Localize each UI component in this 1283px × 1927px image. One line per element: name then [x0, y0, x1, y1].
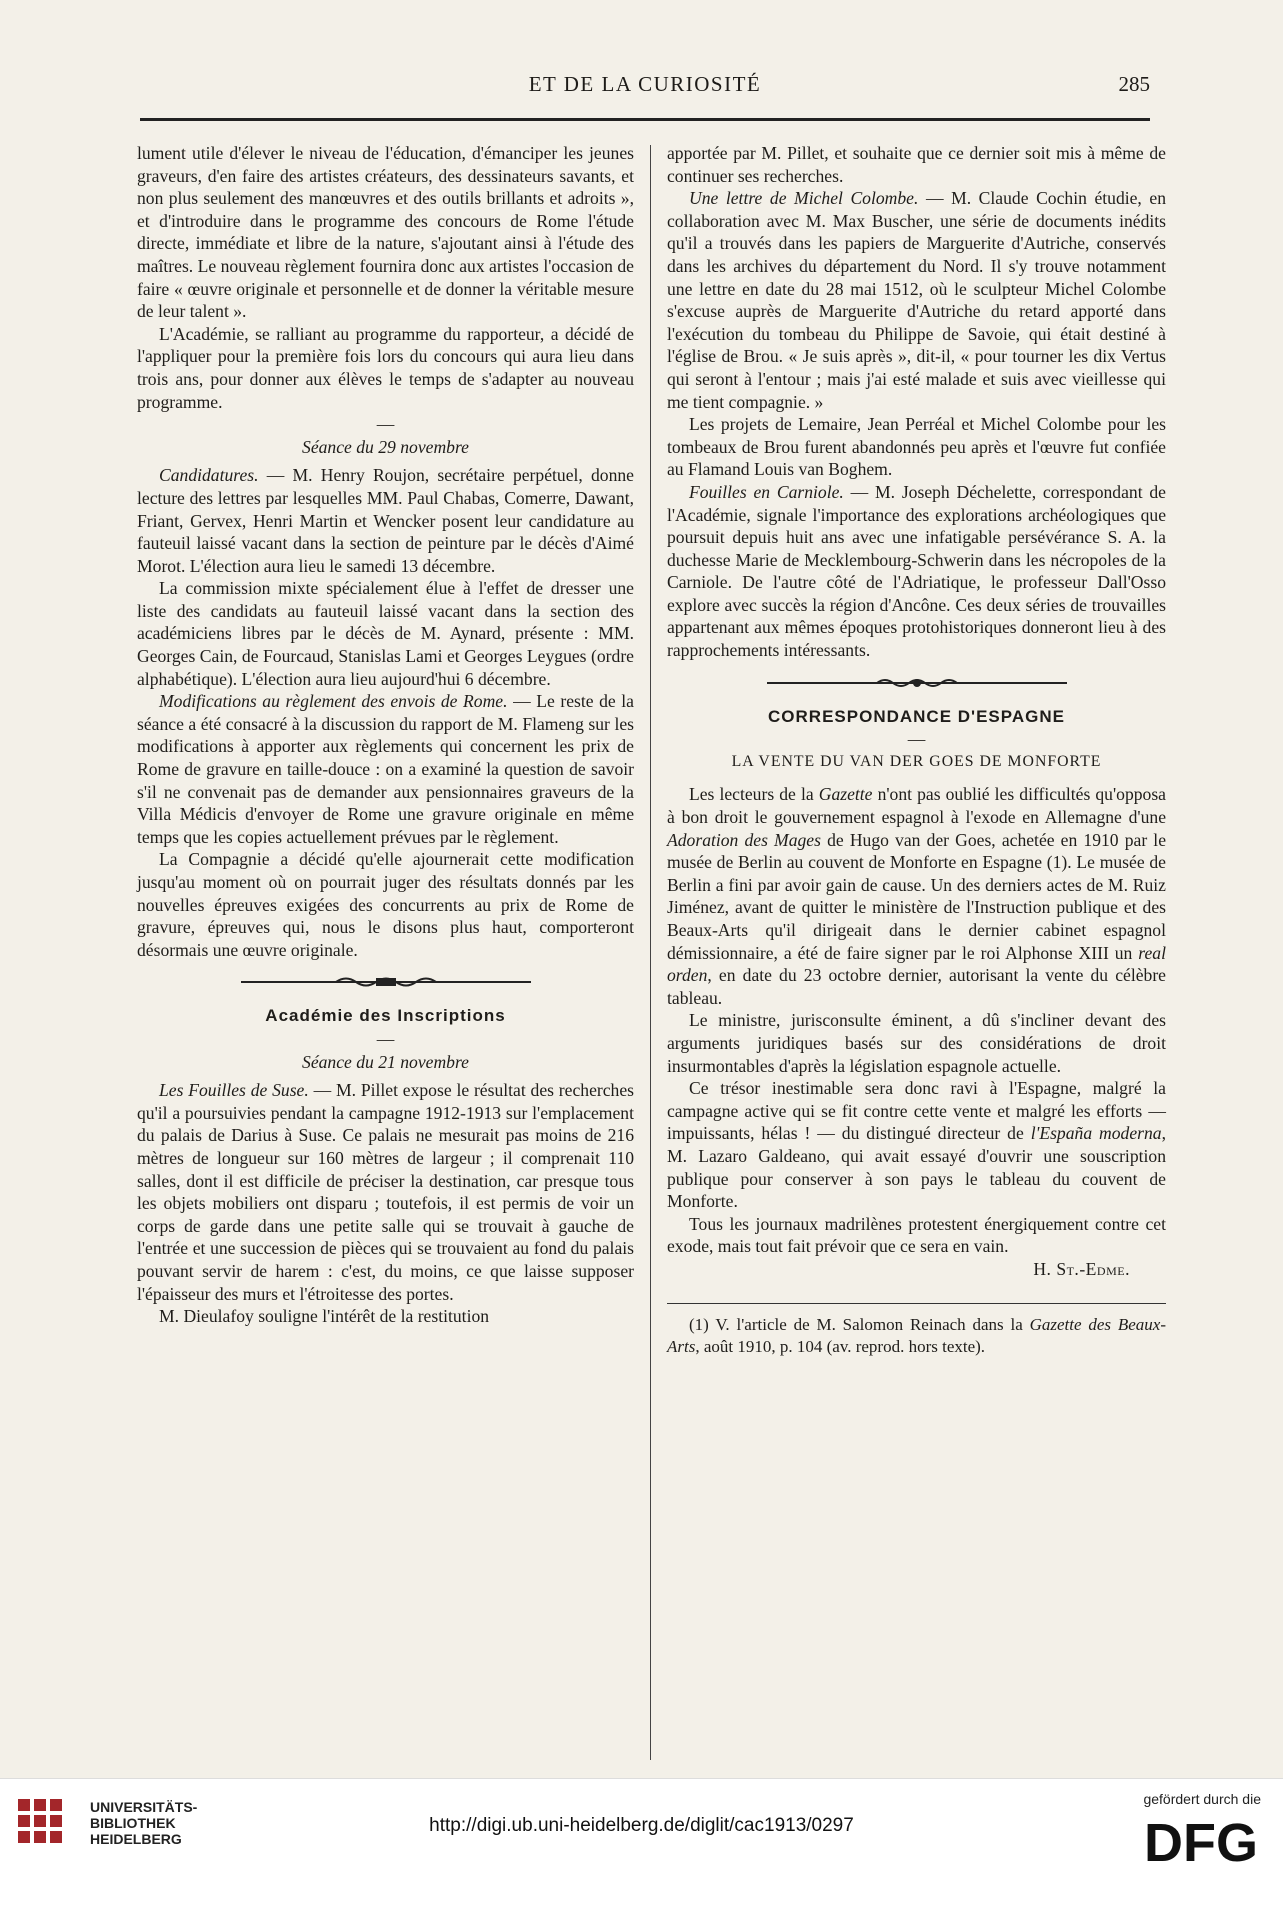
running-head-title: ET DE LA CURIOSITÉ	[528, 72, 762, 96]
library-name-line: HEIDELBERG	[90, 1831, 182, 1847]
paragraph: lument utile d'élever le niveau de l'éducation, d'émanciper les jeunes graveurs, d'en faire des artistes créateurs, des dessinateurs savants, et non plus seulement des manœuvres et des outils brillants et adroits », et d'introduire dans le programme des concours de Rome l'étude directe, immédiate et libre de la nature, s'ajoutant ainsi à l'étude des maîtres. Le nouveau règlement fournira donc aux artistes l'occasion de faire « œuvre originale et personnelle et de donner la véritable mesure de leur talent ».	[137, 143, 634, 322]
paragraph: L'Académie, se ralliant au programme du rapporteur, a décidé de l'appliquer pour la première fois lors du concours qui aura lieu dans trois ans, pour donner aux élèves le temps de s'adapter au nouveau programme.	[137, 323, 634, 412]
paragraph-text: — M. Joseph Déchelette, correspondant de l'Académie, signale l'importance des explorations archéologiques que poursuit depuis huit ans avec une infatigable persévérance S. A. la duchesse Marie de Mecklembourg-Schwerin dans les nécropoles de la Carniole. De l'autre côté de l'Adriatique, le professeur Dall'Osso explore avec succès la région d'Ancône. Ces deux séries de trouvailles appartenant aux mêmes époques protohistoriques donneront lieu à des rapprochements intéressants.	[667, 481, 1166, 661]
paragraph-text: n'ont pas oublié les difficultés qu'opposa à bon droit le gouvernement espagnol à l'exode en Allemagne d'une	[667, 784, 1166, 828]
section-title: CORRESPONDANCE D'ESPAGNE	[768, 706, 1065, 726]
signature: H. St.-Edme.	[1033, 1258, 1130, 1279]
paragraph: M. Dieulafoy souligne l'intérêt de la restitution	[159, 1306, 490, 1327]
paragraph	[667, 1077, 1166, 1213]
paragraph: apportée par M. Pillet, et souhaite que ce dernier soit mis à même de continuer ses recherches.	[667, 143, 1166, 186]
paragraph: La Compagnie a décidé qu'elle ajournerait cette modification jusqu'au moment où on pourrait juger des résultats donnés par les nouvelles épreuves exigées des concurrents au prix de Rome de gravure, épreuves qui, nous le disons plus haut, comporteront désormais une œuvre originale.	[137, 849, 634, 960]
paragraph-text: — Le reste de la séance a été consacré à la discussion du rapport de M. Flameng sur les modifications à apporter aux règlements qui concernent les prix de Rome de gravure en taille-douce : on a examiné la question de savoir s'il ne convenait pas de demander aux pensionnaires graveurs de la Villa Médicis d'envoyer de Rome une gravure originale en même temps que les copies actuellement prévues par le règlement.	[137, 691, 634, 847]
session-heading: Séance du 21 novembre	[302, 1051, 469, 1072]
dfg-logo-text: DFG	[1144, 1813, 1258, 1873]
paragraph-text: , M. Lazaro Galdeano, qui avait essayé d'ouvrir une souscription publique pour conserver à son pays le tableau du couvent de Monforte.	[667, 1123, 1166, 1212]
separator-dash: —	[907, 729, 926, 750]
italic-title: Gazette des Beaux-Arts	[667, 1314, 1166, 1357]
paragraph	[137, 464, 634, 577]
run-in-heading: Modifications au règlement des envois de Rome.	[159, 691, 508, 712]
library-name-line: BIBLIOTHEK	[90, 1815, 176, 1831]
italic-title: Gazette	[818, 784, 873, 805]
page-number: 285	[1118, 72, 1150, 96]
italic-title: Adoration des Mages	[667, 829, 821, 850]
footnote-rule	[667, 1303, 1166, 1304]
paragraph-text: — M. Pillet expose le résultat des recherches qu'il a poursuivies pendant la campagne 1912-1913 sur l'emplacement du palais de Darius à Suse. Ce palais ne mesurait pas moins de 216 mètres de longueur sur 160 mètres de largeur ; il comprenait 110 salles, dont il est difficile de préciser la destination, car presque tous les objets mobiliers ont disparu ; toutefois, il est permis de voir un corps de garde dans une petite salle qui se trouvait à gauche de l'entrée et une succession de pièces qui se trouvaient au fond du palais pouvant servir de harem : c'est, du moins, ce que laisse supposer l'épaisseur des murs et l'étroitesse des portes.	[137, 1080, 634, 1304]
ornament-rule	[241, 975, 531, 989]
funding-caption: gefördert durch die	[1143, 1791, 1261, 1807]
run-in-heading: Une lettre de Michel Colombe.	[689, 188, 919, 209]
header-rule	[140, 118, 1150, 121]
paragraph: Le ministre, jurisconsulte éminent, a dû s'incliner devant des arguments juridiques basés sur des considérations de droit insurmontables d'après la législation espagnole actuelle.	[667, 1010, 1166, 1076]
footnote	[667, 1314, 1166, 1359]
footer-bar	[0, 1778, 1283, 1927]
paragraph-text: de Hugo van der Goes, achetée en 1910 par le musée de Berlin au couvent de Monforte en Espagne (1). Le musée de Berlin a fini par avoir gain de cause. Un des derniers actes de M. Ruiz Jiménez, avant de quitter le ministère de l'Instruction publique et des Beaux-Arts qu'il dirigeait dans le dernier cabinet espagnol démissionnaire, a été de faire signer par le roi Alphonse XIII un	[667, 829, 1167, 963]
left-column	[137, 142, 634, 1328]
running-head	[140, 72, 1150, 102]
paragraph-text: , en date du 23 octobre dernier, autorisant la vente du célèbre tableau.	[667, 965, 1166, 1008]
subsection-title: LA VENTE DU VAN DER GOES DE MONFORTE	[731, 752, 1102, 770]
ornament-rule	[767, 676, 1067, 690]
paragraph	[667, 783, 1166, 1009]
paragraph: La commission mixte spécialement élue à l'effet de dresser une liste des candidats au fauteuil laissé vacant dans la section des académiciens libres par le décès de M. Aynard, présente : MM. Georges Cain, de Fourcaud, Stanislas Lami et Georges Leygues (ordre alphabétique). L'élection aura lieu aujourd'hui 6 décembre.	[137, 578, 634, 689]
paragraph	[137, 690, 634, 848]
italic-term: real orden	[667, 942, 1166, 986]
footnote-text: (1) V. l'article de M. Salomon Reinach dans la	[689, 1314, 1030, 1334]
separator-dash: —	[376, 414, 395, 435]
separator-dash: —	[376, 1028, 395, 1049]
column-divider	[650, 145, 651, 1760]
paragraph: Les projets de Lemaire, Jean Perréal et Michel Colombe pour les tombeaux de Brou furent abandonnés peu après et l'œuvre fut confiée au Flamand Louis van Boghem.	[667, 414, 1166, 480]
section-title: Académie des Inscriptions	[265, 1006, 506, 1026]
italic-title: l'España moderna	[1030, 1123, 1162, 1144]
paragraph	[667, 481, 1166, 662]
footnote-text: , août 1910, p. 104 (av. reprod. hors texte).	[695, 1337, 986, 1357]
paragraph-text: — M. Claude Cochin étudie, en collaboration avec M. Max Buscher, une série de documents inédits qu'il a trouvés dans les papiers de Marguerite d'Autriche, conservés dans les archives du département du Nord. Il s'y trouve notamment une lettre en date du 28 mai 1512, où le sculpteur Michel Colombe s'excuse auprès de Marguerite d'Autriche du retard apporté dans l'exécution du tombeau du Philippe de Savoie, qui était destiné à l'église de Brou. « Je suis après », dit-il, « pour tourner les dix Vertus qui seront à l'entour ; mais j'ai esté malade et suis avec vieillesse qui me tient compagnie. »	[667, 188, 1166, 412]
dfg-logo-icon[interactable]	[1141, 1813, 1261, 1873]
right-column	[667, 142, 1166, 1359]
session-heading: Séance du 29 novembre	[302, 436, 469, 457]
library-name-line: UNIVERSITÄTS-	[90, 1799, 198, 1815]
paragraph	[667, 187, 1166, 413]
paragraph-text: Ce trésor inestimable sera donc ravi à l'Espagne, malgré la campagne active qui se fit contre cette vente et malgré les efforts — impuissants, hélas ! — du distingué directeur de	[667, 1078, 1166, 1144]
run-in-heading: Candidatures.	[159, 465, 259, 486]
paragraph-text: — M. Henry Roujon, secrétaire perpétuel, donne lecture des lettres par lesquelles MM. Paul Chabas, Comerre, Dawant, Friant, Gervex, Henri Martin et Wencker posent leur candidature au fauteuil laissé vacant dans la section de peinture par le décès d'Aimé Morot. L'élection aura lieu le samedi 13 décembre.	[137, 465, 634, 576]
paragraph	[137, 1079, 634, 1305]
source-url-link[interactable]: http://digi.ub.uni-heidelberg.de/diglit/cac1913/0297	[429, 1815, 854, 1836]
paragraph: Tous les journaux madrilènes protestent énergiquement contre cet exode, mais tout fait prévoir que ce sera en vain.	[667, 1213, 1166, 1257]
paragraph-text: Les lecteurs de la	[689, 784, 819, 805]
run-in-heading: Fouilles en Carniole.	[689, 481, 844, 502]
run-in-heading: Les Fouilles de Suse.	[159, 1080, 309, 1101]
